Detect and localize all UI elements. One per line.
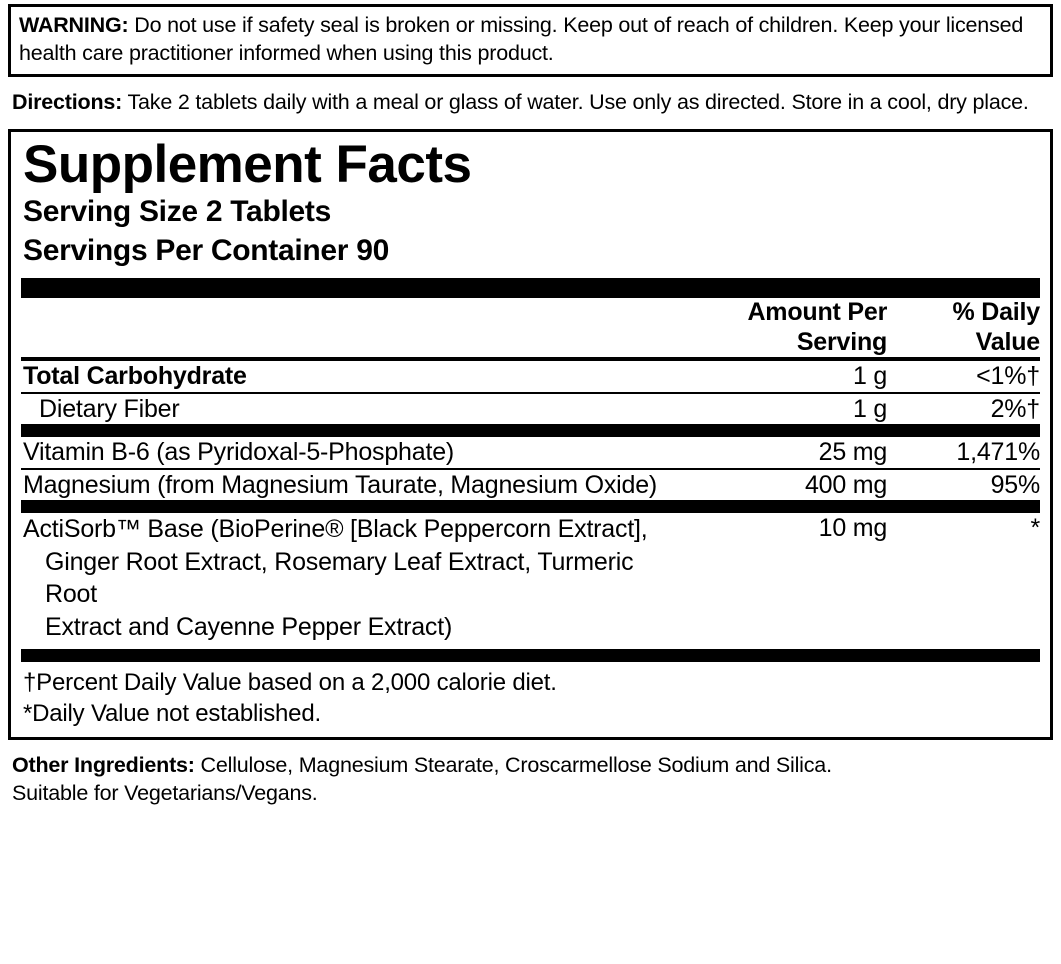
- row-name: ActiSorb™ Base (BioPerine® [Black Peppercorn Extract],: [23, 515, 648, 544]
- header-dv-line2: Value: [975, 327, 1040, 356]
- row-name: Total Carbohydrate: [23, 362, 247, 391]
- warning-box: [8, 4, 1053, 77]
- row-dv: *: [1030, 514, 1040, 543]
- row-dv: <1%†: [976, 362, 1040, 391]
- header-amount-line1: Amount Per: [747, 298, 888, 327]
- row-name-cont-2: Extract and Cayenne Pepper Extract): [45, 612, 453, 641]
- bar-divider-vitamins: [21, 424, 1040, 437]
- bar-divider-blend: [21, 500, 1040, 513]
- header-dv-line1: % Daily: [952, 298, 1040, 327]
- row-name: Vitamin B-6 (as Pyridoxal-5-Phosphate): [23, 438, 455, 467]
- other-ingredients-block: [8, 752, 1053, 808]
- row-dv: 2%†: [990, 394, 1040, 423]
- table-row: [21, 361, 1040, 392]
- row-amount: 1 g: [852, 394, 888, 423]
- nutrient-table-fiber: [21, 394, 1040, 425]
- footnote-daily-value-not-established: *Daily Value not established.: [23, 699, 321, 727]
- header-dv-cell: [887, 298, 1040, 357]
- directions-block: [8, 89, 1053, 117]
- row-name-cell: [21, 513, 673, 643]
- directions-label: Directions:: [12, 90, 123, 115]
- other-ingredients-label: Other Ingredients:: [12, 753, 195, 778]
- row-dv: 1,471%: [956, 438, 1040, 467]
- supplement-facts-table: [21, 298, 1040, 357]
- table-row: [21, 513, 1040, 643]
- table-header-row: [21, 298, 1040, 357]
- footnote-daily-value-percent: †Percent Daily Value based on a 2,000 calorie diet.: [23, 669, 557, 697]
- supplement-label-page: [0, 4, 1061, 964]
- footnotes-block: [21, 662, 1040, 729]
- table-row: [21, 394, 1040, 425]
- directions-text: Take 2 tablets daily with a meal or glass of water. Use only as directed. Store in a cool, dry place.: [122, 90, 1029, 115]
- row-amount: 1 g: [852, 362, 888, 391]
- nutrient-table-magnesium: [21, 470, 1040, 501]
- row-amount: 400 mg: [804, 470, 888, 499]
- warning-label: WARNING:: [19, 13, 129, 37]
- warning-text: Do not use if safety seal is broken or missing. Keep out of reach of children. Keep your licensed health care practitioner informed when using this product.: [19, 13, 1024, 65]
- header-name-cell: [21, 298, 673, 357]
- supplement-facts-title: Supplement Facts: [23, 134, 472, 194]
- serving-size: Serving Size 2 Tablets: [23, 195, 331, 229]
- nutrient-table-carbs: [21, 361, 1040, 392]
- other-ingredients-text: Cellulose, Magnesium Stearate, Croscarmellose Sodium and Silica.: [194, 753, 832, 778]
- supplement-facts-panel: [8, 129, 1053, 740]
- header-bar-divider: [21, 278, 1040, 298]
- row-amount: 25 mg: [818, 438, 888, 467]
- row-name-cont-1: Ginger Root Extract, Rosemary Leaf Extract, Turmeric Root: [45, 547, 634, 609]
- nutrient-table-actisorb: [21, 513, 1040, 643]
- row-amount: 10 mg: [818, 514, 888, 543]
- suitable-for-text: Suitable for Vegetarians/Vegans.: [12, 781, 318, 806]
- header-amount-cell: [673, 298, 887, 357]
- header-amount-line2: Serving: [796, 327, 888, 356]
- nutrient-table-b6: [21, 437, 1040, 468]
- row-name: Dietary Fiber: [39, 394, 180, 423]
- servings-per-container: Servings Per Container 90: [23, 234, 389, 268]
- table-row: [21, 437, 1040, 468]
- bar-divider-footnotes: [21, 649, 1040, 662]
- row-name: Magnesium (from Magnesium Taurate, Magnesium Oxide): [23, 470, 658, 499]
- row-dv: 95%: [990, 470, 1040, 499]
- table-row: [21, 470, 1040, 501]
